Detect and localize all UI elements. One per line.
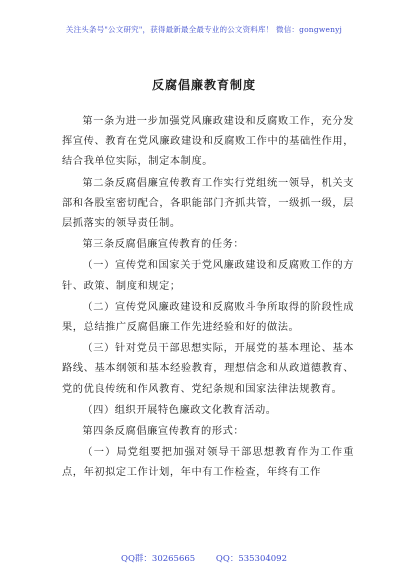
paragraph-item-4: （四）组织开展特色廉政文化教育活动。: [82, 404, 277, 416]
paragraph-article-3: 第三条反腐倡廉宣传教育的任务：: [82, 239, 245, 251]
qq-number: QQ：535304092: [215, 554, 287, 564]
paragraph-article-4: 第四条反腐倡廉宣传教育的形式：: [82, 426, 245, 438]
document-title: 反腐倡廉教育制度: [151, 78, 256, 92]
paragraph-article-1: 第一条为进一步加强党风廉政建设和反腐败工作，充分发挥宣传、教育在党风廉政建设和反腐败工作中的基础性作用，结合我单位实际，制定本制度。: [62, 116, 354, 168]
paragraph-article-2: 第二条反腐倡廉宣传教育工作实行党组统一领导，机关支部和各股室密切配合，各职能部门齐抓共管，一级抓一级，层层抓落实的领导责任制。: [62, 177, 354, 230]
header-banner: 关注头条号"公文研究"，获得最新最全最专业的公文资料库！ 微信：gongwenyj: [65, 25, 343, 34]
paragraph-item-3: （三）针对党员干部思想实际，开展党的基本理论、基本路线、基本纲领和基本经验教育，理想信念和从政道德教育、党的优良传统和作风教育、党纪条规和国家法律法规教育。: [62, 343, 354, 395]
qq-group-number: QQ群：30265665: [120, 554, 196, 564]
document-body: [62, 112, 354, 485]
paragraph-article-4-item-1: （一）局党组要把加强对领导干部思想教育作为工作重点，年初拟定工作计划，年中有工作检查，年终有工作: [62, 447, 354, 479]
paragraph-item-2: （二）宣传党风廉政建设和反腐败斗争所取得的阶段性成果，总结推广反腐倡廉工作先进经验和好的做法。: [62, 301, 354, 334]
paragraph-item-1: （一）宣传党和国家关于党风廉政建设和反腐败工作的方针、政策、制度和规定；: [62, 260, 354, 292]
footer-contacts: [0, 552, 408, 564]
